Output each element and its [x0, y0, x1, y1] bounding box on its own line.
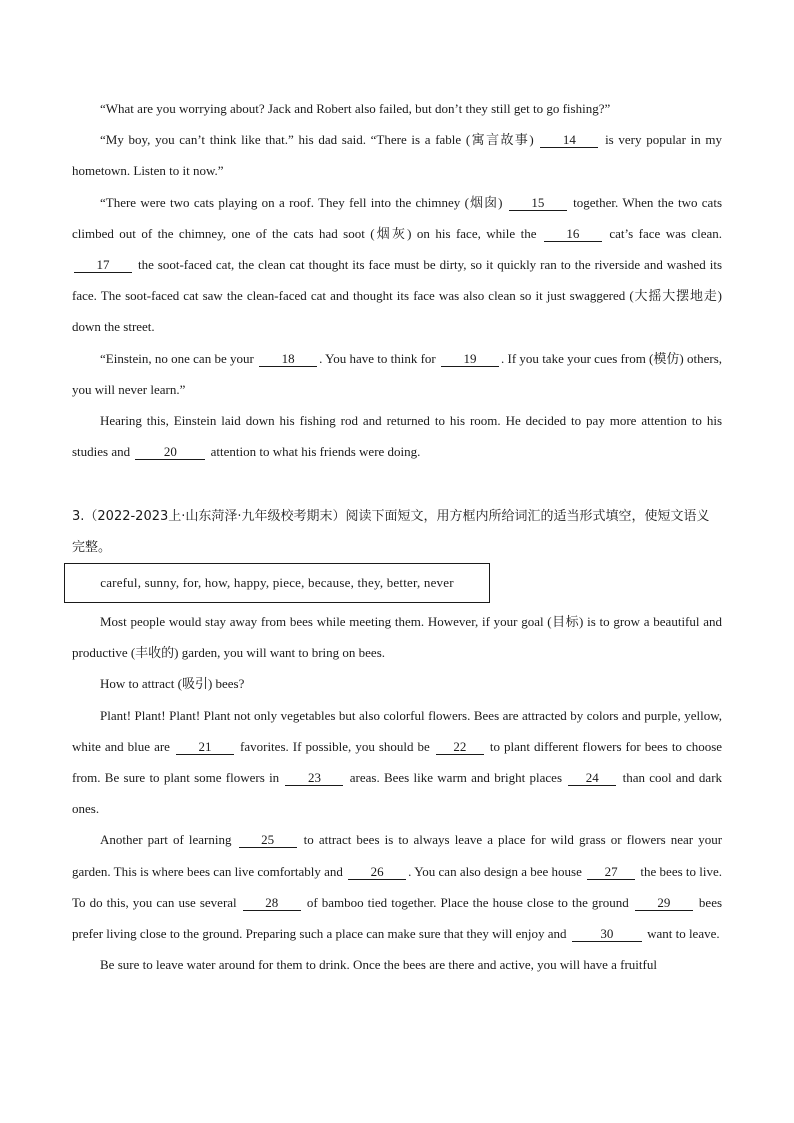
paragraph: “There were two cats playing on a roof. They fell into the chimney (烟囱) 15 together. When the two cats climbed out of the chimney, one of the cats had soot (烟灰) on his face, while the 16 cat’s face was clean. 17 the soot-faced cat, the clean cat thought its face must be dirty, so it quickly ran to the riverside and washed its face. The soot-faced cat saw the clean-faced cat and thought its face was also clean so it just swaggered (大摇大摆地走) down the street.	[72, 194, 723, 335]
blank-18[interactable]: 18	[259, 351, 317, 367]
blank-28[interactable]: 28	[243, 895, 301, 911]
paragraph: Plant! Plant! Plant! Plant not only vegetables but also colorful flowers. Bees are attracted by colors and purple, yellow, white and blue are 21 favorites. If possible, you should be 22 to plant different flowers for bees to choose from. Be sure to plant some flowers in 23 areas. Bees like warm and bright places 24 than cool and dark ones.	[72, 707, 723, 817]
paragraph: Most people would stay away from bees while meeting them. However, if your goal (目标) is to grow a beautiful and productive (丰收的) garden, you will want to bring on bees.	[72, 614, 722, 661]
blank-15[interactable]: 15	[509, 195, 567, 211]
blank-14[interactable]: 14	[540, 132, 598, 148]
question-header: 3.（2022-2023上·山东菏泽·九年级校考期末）阅读下面短文，用方框内所给词汇的适当形式填空，使短文语义完整。	[72, 509, 710, 555]
blank-20[interactable]: 20	[135, 444, 205, 460]
paragraph: Another part of learning 25 to attract bees is to always leave a place for wild grass or flowers near your garden. This is where bees can live comfortably and 26 . You can also design a bee house 27 the bees to live. To do this, you can use several 28 of bamboo tied together. Place the house close to the ground 29 bees prefer living close to the ground. Preparing such a place can make sure that they will enjoy and 30 want to leave.	[72, 832, 723, 942]
blank-25[interactable]: 25	[239, 832, 297, 848]
blank-21[interactable]: 21	[176, 739, 234, 755]
passage-1	[72, 93, 722, 467]
paragraph: Be sure to leave water around for them to drink. Once the bees are there and active, you will have a fruitful	[100, 957, 657, 973]
paragraph: “What are you worrying about? Jack and Robert also failed, but don’t they still get to go fishing?”	[100, 101, 611, 116]
blank-22[interactable]: 22	[436, 739, 484, 755]
word-bank: careful, sunny, for, how, happy, piece, because, they, better, never	[100, 575, 454, 590]
blank-26[interactable]: 26	[348, 864, 406, 880]
blank-16[interactable]: 16	[544, 226, 602, 242]
blank-30[interactable]: 30	[572, 926, 642, 942]
word-bank-box	[64, 563, 490, 603]
passage-3	[72, 606, 722, 980]
blank-23[interactable]: 23	[285, 770, 343, 786]
blank-19[interactable]: 19	[441, 351, 499, 367]
blank-27[interactable]: 27	[587, 864, 635, 880]
blank-29[interactable]: 29	[635, 895, 693, 911]
paragraph: How to attract (吸引) bees?	[100, 676, 245, 692]
paragraph: “Einstein, no one can be your 18 . You have to think for 19 . If you take your cues from (模仿) others, you will never learn.”	[72, 350, 723, 397]
blank-17[interactable]: 17	[74, 257, 132, 273]
question-3-header	[72, 501, 722, 563]
paragraph: “My boy, you can’t think like that.” his dad said. “There is a fable (寓言故事) 14 is very popular in my hometown. Listen to it now.”	[72, 132, 722, 179]
paragraph: Hearing this, Einstein laid down his fishing rod and returned to his room. He decided to pay more attention to his studies and 20 attention to what his friends were doing.	[72, 413, 722, 460]
blank-24[interactable]: 24	[568, 770, 616, 786]
